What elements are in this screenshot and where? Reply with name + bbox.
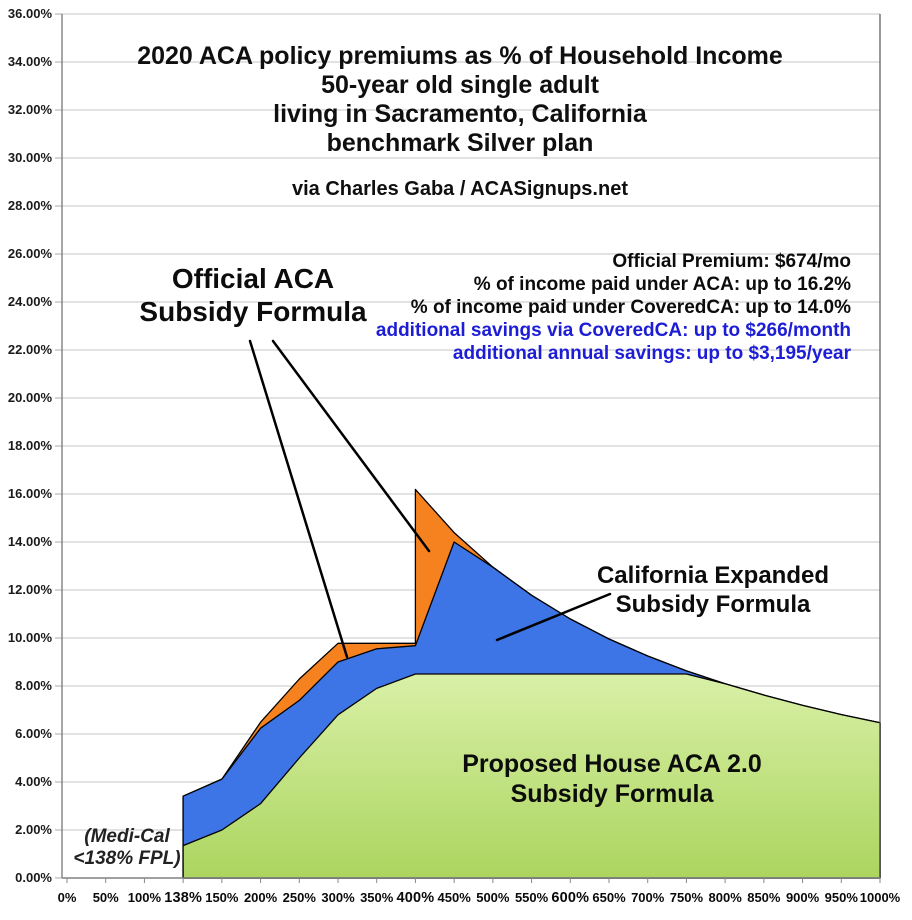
- x-axis-label: 900%: [785, 890, 820, 905]
- x-axis-label: 450%: [437, 890, 471, 905]
- stat-monthly-savings: additional savings via CoveredCA: up to $266/month: [375, 320, 851, 341]
- y-axis-label: 30.00%: [7, 150, 52, 165]
- y-axis-label: 24.00%: [7, 294, 52, 309]
- x-axis-label: 1000%: [859, 890, 901, 905]
- x-axis-label: 250%: [282, 890, 316, 905]
- y-axis-label: 16.00%: [7, 486, 52, 501]
- x-axis-label: 50%: [92, 890, 119, 905]
- y-axis-label: 20.00%: [7, 390, 52, 405]
- title-line-1: 2020 ACA policy premiums as % of Household Income: [137, 42, 783, 70]
- annotation-line: Proposed House ACA 2.0: [462, 750, 762, 778]
- x-axis-label: 950%: [824, 890, 858, 905]
- x-axis-label: 150%: [205, 890, 239, 905]
- stat-aca-percent: % of income paid under ACA: up to 16.2%: [473, 274, 851, 295]
- x-axis-label: 850%: [747, 890, 781, 905]
- y-axis-label: 26.00%: [7, 246, 52, 261]
- y-axis-label: 12.00%: [7, 582, 52, 597]
- x-axis-label: 650%: [592, 890, 626, 905]
- title-line-4: benchmark Silver plan: [326, 129, 594, 157]
- y-axis-label: 14.00%: [7, 534, 52, 549]
- x-axis-label: 200%: [243, 890, 278, 905]
- x-axis-label: 300%: [321, 890, 355, 905]
- y-axis-label: 36.00%: [7, 6, 52, 21]
- annotation-line: Subsidy Formula: [615, 591, 811, 618]
- annotation-california-expanded: [577, 561, 849, 619]
- y-axis-label: 18.00%: [7, 438, 52, 453]
- x-axis-label: 600%: [551, 890, 590, 906]
- annotation-line: Subsidy Formula: [139, 296, 367, 327]
- x-axis-label: 138%: [164, 890, 203, 906]
- annotation-line: Subsidy Formula: [510, 780, 714, 808]
- y-axis-label: 4.00%: [15, 774, 52, 789]
- attribution: via Charles Gaba / ACASignups.net: [291, 178, 628, 200]
- annotation-official-aca: [113, 262, 393, 328]
- chart-title: [60, 42, 860, 158]
- x-axis-label: 0%: [57, 890, 77, 905]
- premium-stats: [376, 250, 851, 365]
- y-axis-label: 28.00%: [7, 198, 52, 213]
- y-axis-label: 32.00%: [7, 102, 52, 117]
- annotation-line: California Expanded: [596, 562, 830, 589]
- annotation-leader-line: [250, 341, 347, 657]
- annotation-house-aca20: [462, 749, 762, 809]
- x-axis-label: 350%: [360, 890, 394, 905]
- stat-annual-savings: additional annual savings: up to $3,195/year: [452, 343, 851, 364]
- y-axis-label: 34.00%: [7, 54, 52, 69]
- x-axis-label: 750%: [669, 890, 704, 905]
- y-axis-label: 0.00%: [15, 870, 52, 885]
- x-axis-label: 800%: [708, 890, 742, 905]
- stat-official-premium: Official Premium: $674/mo: [612, 251, 851, 272]
- y-axis-label: 2.00%: [15, 822, 52, 837]
- x-axis-label: 550%: [514, 890, 549, 905]
- x-axis-label: 500%: [476, 890, 510, 905]
- x-axis-label: 400%: [396, 890, 435, 906]
- title-line-3: living in Sacramento, California: [273, 100, 647, 128]
- y-axis-label: 8.00%: [15, 678, 52, 693]
- x-axis-label: 100%: [127, 890, 162, 905]
- stat-coveredca-percent: % of income paid under CoveredCA: up to 14.0%: [410, 297, 851, 318]
- y-axis-label: 22.00%: [7, 342, 52, 357]
- annotation-line: Official ACA: [171, 263, 335, 294]
- x-axis-label: 700%: [631, 890, 665, 905]
- annotation-line: <138% FPL): [73, 848, 181, 869]
- title-line-2: 50-year old single adult: [321, 71, 599, 99]
- annotation-medical: [56, 826, 198, 870]
- annotation-line: (Medi-Cal: [84, 826, 170, 847]
- y-axis-label: 6.00%: [15, 726, 52, 741]
- y-axis-label: 10.00%: [7, 630, 52, 645]
